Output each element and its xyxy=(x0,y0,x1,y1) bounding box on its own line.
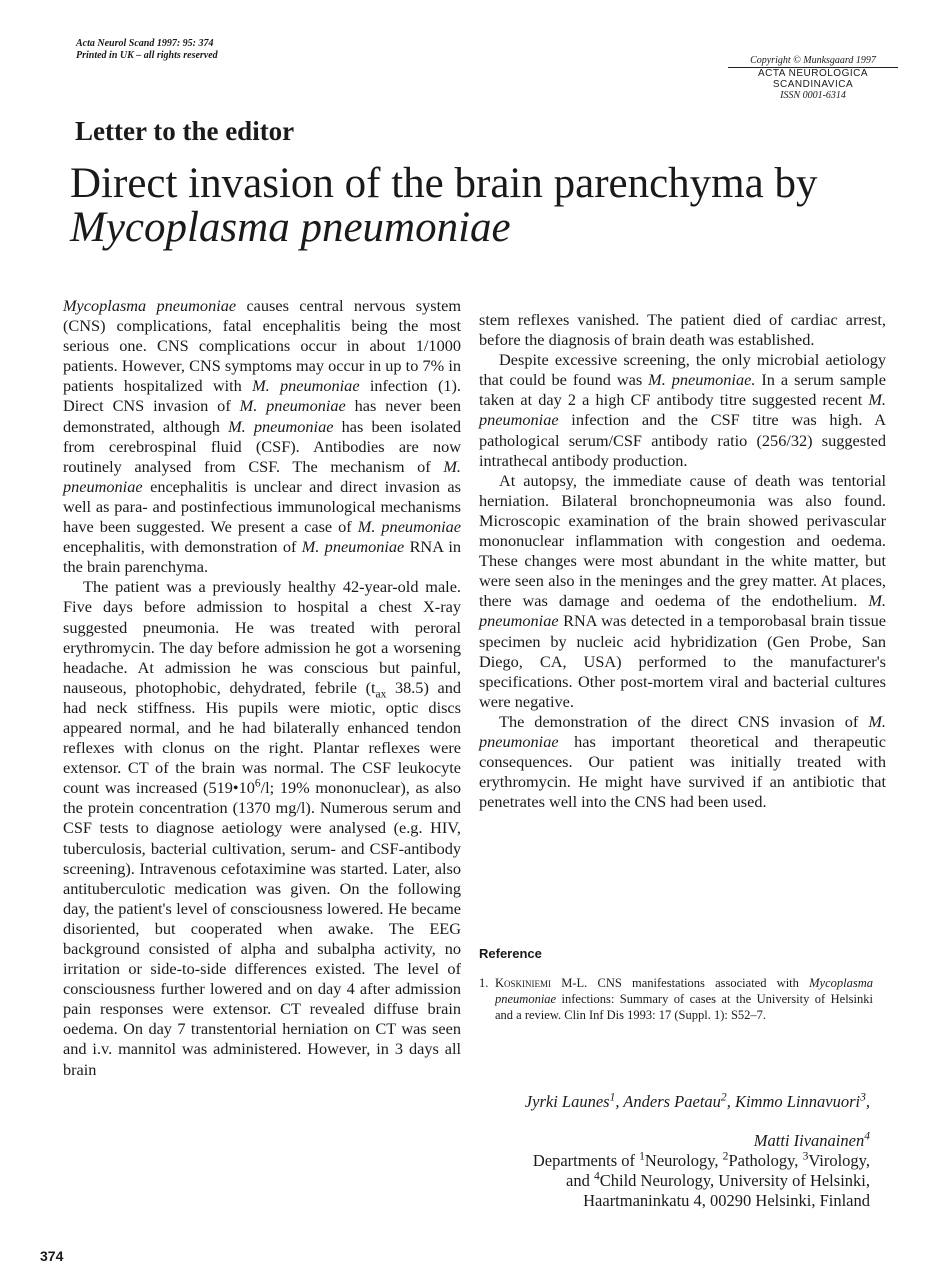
text-run: Departments of xyxy=(532,1151,640,1170)
references-heading: Reference xyxy=(479,946,542,961)
affiliation xyxy=(430,1131,870,1211)
superscript: 1 xyxy=(609,1091,616,1104)
reference-author: Koskiniemi xyxy=(495,976,552,990)
italic-term: M. pneumoniae xyxy=(479,390,886,430)
author-line1 xyxy=(450,1092,870,1112)
text-run: RNA in the brain parenchyma. xyxy=(63,537,462,577)
superscript: 2 xyxy=(720,1091,727,1104)
journal-name-line2: SCANDINAVICA xyxy=(772,79,854,90)
title-line2 xyxy=(70,206,910,250)
italic-term: M. pneumoniae xyxy=(63,456,461,496)
journal-citation-line: Acta Neurol Scand 1997: 95: 374 xyxy=(76,38,214,49)
text-run: has been isolated from cerebrospinal fluid (CSF). Antibodies are now routinely analysed from CSF. The mechanism of xyxy=(63,416,461,476)
title-species: Mycoplasma pneumoniae xyxy=(70,204,511,251)
affiliation-line3: Haartmaninkatu 4, 00290 Helsinki, Finland xyxy=(583,1191,870,1210)
text-run: has never been demonstrated, although xyxy=(63,396,462,436)
journal-name-line1: ACTA NEUROLOGICA xyxy=(757,68,869,79)
title-line1: Direct invasion of the brain parenchyma by xyxy=(70,160,818,207)
subscript: ax xyxy=(375,688,387,701)
text-run: infections: Summary of cases at the University of Helsinki and a review. Clin Inf Dis 1993: 17 (Suppl. 1): S52–7. xyxy=(495,992,873,1022)
journal-citation xyxy=(76,38,218,62)
text-run: 38.5) and had neck stiffness. His pupils were miotic, optic discs appeared normal, and he had bilaterally enhanced tendon reflexes with clonus on the right. Plantar reflexes were extensor. CT of the brain was normal. The CSF leukocyte count was increased (519•10 xyxy=(63,677,461,798)
author-name: Matti Iivanainen xyxy=(753,1131,865,1150)
issn: ISSN 0001-6314 xyxy=(780,90,846,101)
italic-term: M. pneumoniae xyxy=(252,376,360,396)
copyright-notice: Copyright © Munksgaard 1997 xyxy=(728,55,898,68)
text-run: , xyxy=(865,1092,870,1111)
page-number: 374 xyxy=(40,1248,64,1264)
author-line2 xyxy=(430,1131,870,1151)
section-label: Letter to the editor xyxy=(75,116,295,146)
superscript: 4 xyxy=(593,1170,600,1183)
author-name: , Kimmo Linnavuori xyxy=(726,1092,861,1111)
author-name: Jyrki Launes xyxy=(524,1092,610,1111)
journal-masthead xyxy=(728,55,898,101)
superscript: 6 xyxy=(254,777,261,790)
text-run: M-L. CNS manifestations associated with xyxy=(551,976,810,990)
author-list xyxy=(450,1092,870,1112)
italic-term: M. pneumoniae xyxy=(479,711,886,751)
italic-term: M. pneumoniae xyxy=(228,416,334,436)
text-run: has important theoretical and therapeutic consequences. Our patient was initially treated with erythromycin. He might have survived if an antibiotic that penetrates well into the CNS had been used. xyxy=(479,731,886,812)
text-run: and xyxy=(566,1171,594,1190)
text-run: At autopsy, the immediate cause of death was tentorial herniation. Bilateral bronchopneumonia was also found. Microscopic examination of the brain showed perivascular mononuclear inflammation with congestion and oedema. These changes were most abundant in the white matter, but were seen also in the meninges and the grey matter. At places, there was damage and oedema of the endothelium. xyxy=(479,470,886,611)
superscript: 4 xyxy=(864,1130,870,1143)
text-run: The patient was a previously healthy 42-year-old male. Five days before admission to hospital a chest X-ray suggested pneumonia. He was treated with peroral erythromycin. The day before admission he got a worsening headache. At admission he was conscious but painful, nauseous, photophobic, dehydrated, febrile (t xyxy=(63,577,461,697)
article-title xyxy=(70,162,910,250)
paragraph-autopsy xyxy=(479,471,886,712)
text-run: encephalitis is unclear and direct invasion as well as para- and postinfectious immunological mechanisms have been suggested. We present a case of xyxy=(63,476,461,537)
paragraph-aetiology xyxy=(479,350,886,471)
paragraph-intro xyxy=(63,296,461,577)
reference-item xyxy=(479,975,873,1023)
text-run: Despite excessive screening, the only microbial aetiology that could be found was xyxy=(479,350,886,390)
author-name: , Anders Paetau xyxy=(615,1092,721,1111)
body-column-left xyxy=(63,296,461,1080)
italic-term: M. pneumoniae xyxy=(357,517,461,537)
superscript: 3 xyxy=(802,1150,809,1163)
italic-term: M. pneumoniae. xyxy=(648,370,756,390)
paragraph-continuation: stem reflexes vanished. The patient died of cardiac arrest, before the diagnosis of brain death was established. xyxy=(479,310,886,350)
text-run: In a serum sample taken at day 2 a high CF antibody titre suggested recent xyxy=(479,370,887,410)
print-notice: Printed in UK – all rights reserved xyxy=(76,50,218,61)
affiliation-line1 xyxy=(430,1151,870,1171)
text-run: infection (1). Direct CNS invasion of xyxy=(63,376,462,416)
italic-term: M. pneumoniae xyxy=(301,537,405,557)
reference-number: 1. xyxy=(479,976,489,990)
text-run: causes central nervous system (CNS) complications, fatal encephalitis being the most serious one. CNS complications occur in about 1/1000 patients. However, CNS symptoms may occur in up to 7% in patients hospitalized with xyxy=(63,296,461,396)
text-run: infection and the CSF titre was high. A pathological serum/CSF antibody ratio (256/32) suggested intrathecal antibody production. xyxy=(479,410,886,470)
italic-term: M. pneumoniae xyxy=(479,591,886,631)
text-run: Neurology, xyxy=(644,1151,723,1170)
body-column-right xyxy=(479,310,886,812)
paragraph-conclusion xyxy=(479,712,886,812)
italic-term: M. pneumoniae xyxy=(239,396,346,416)
text-run: encephalitis, with demonstration of xyxy=(63,537,302,557)
superscript: 1 xyxy=(639,1150,645,1163)
affiliation-line2 xyxy=(430,1171,870,1191)
superscript: 2 xyxy=(722,1150,729,1163)
text-run: RNA was detected in a temporobasal brain tissue specimen by nucleic acid hybridization (Gen Probe, San Diego, CA, USA) performed to the manufacturer's specifications. Other post-mortem viral and bacterial cultures were negative. xyxy=(479,611,886,711)
text-run: Virology, xyxy=(808,1151,870,1170)
text-run: The demonstration of the direct CNS invasion of xyxy=(499,711,869,731)
text-run: /l; 19% mononuclear), as also the protein concentration (1370 mg/l). Numerous serum and CSF tests to diagnose aetiology were analysed (e.g. HIV, tuberculosis, bacterial cultivation, serum- and CSF-antibody screening). Intravenous cefotaximine was started. Later, also antituberculotic medication was given. On the following day, the patient's level of consciousness lowered. He became disoriented, but cooperated when awake. The EEG background consisted of alpha and subalpha activity, no irritation or side-to-side differences existed. The level of consciousness further lowered and on day 4 after admission pain responses were extensor. CT revealed diffuse brain oedema. On day 7 transtentorial herniation on CT was seen and i.v. mannitol was administered. However, in 3 days all brain xyxy=(63,778,462,1079)
reference-text xyxy=(495,975,873,1023)
paragraph-case xyxy=(63,577,461,1079)
text-run: Pathology, xyxy=(728,1151,803,1170)
italic-term: Mycoplasma pneumoniae xyxy=(63,296,237,315)
italic-term: Mycoplasma pneumoniae xyxy=(495,976,873,1006)
text-run: Child Neurology, University of Helsinki, xyxy=(599,1171,870,1190)
superscript: 3 xyxy=(860,1091,866,1104)
